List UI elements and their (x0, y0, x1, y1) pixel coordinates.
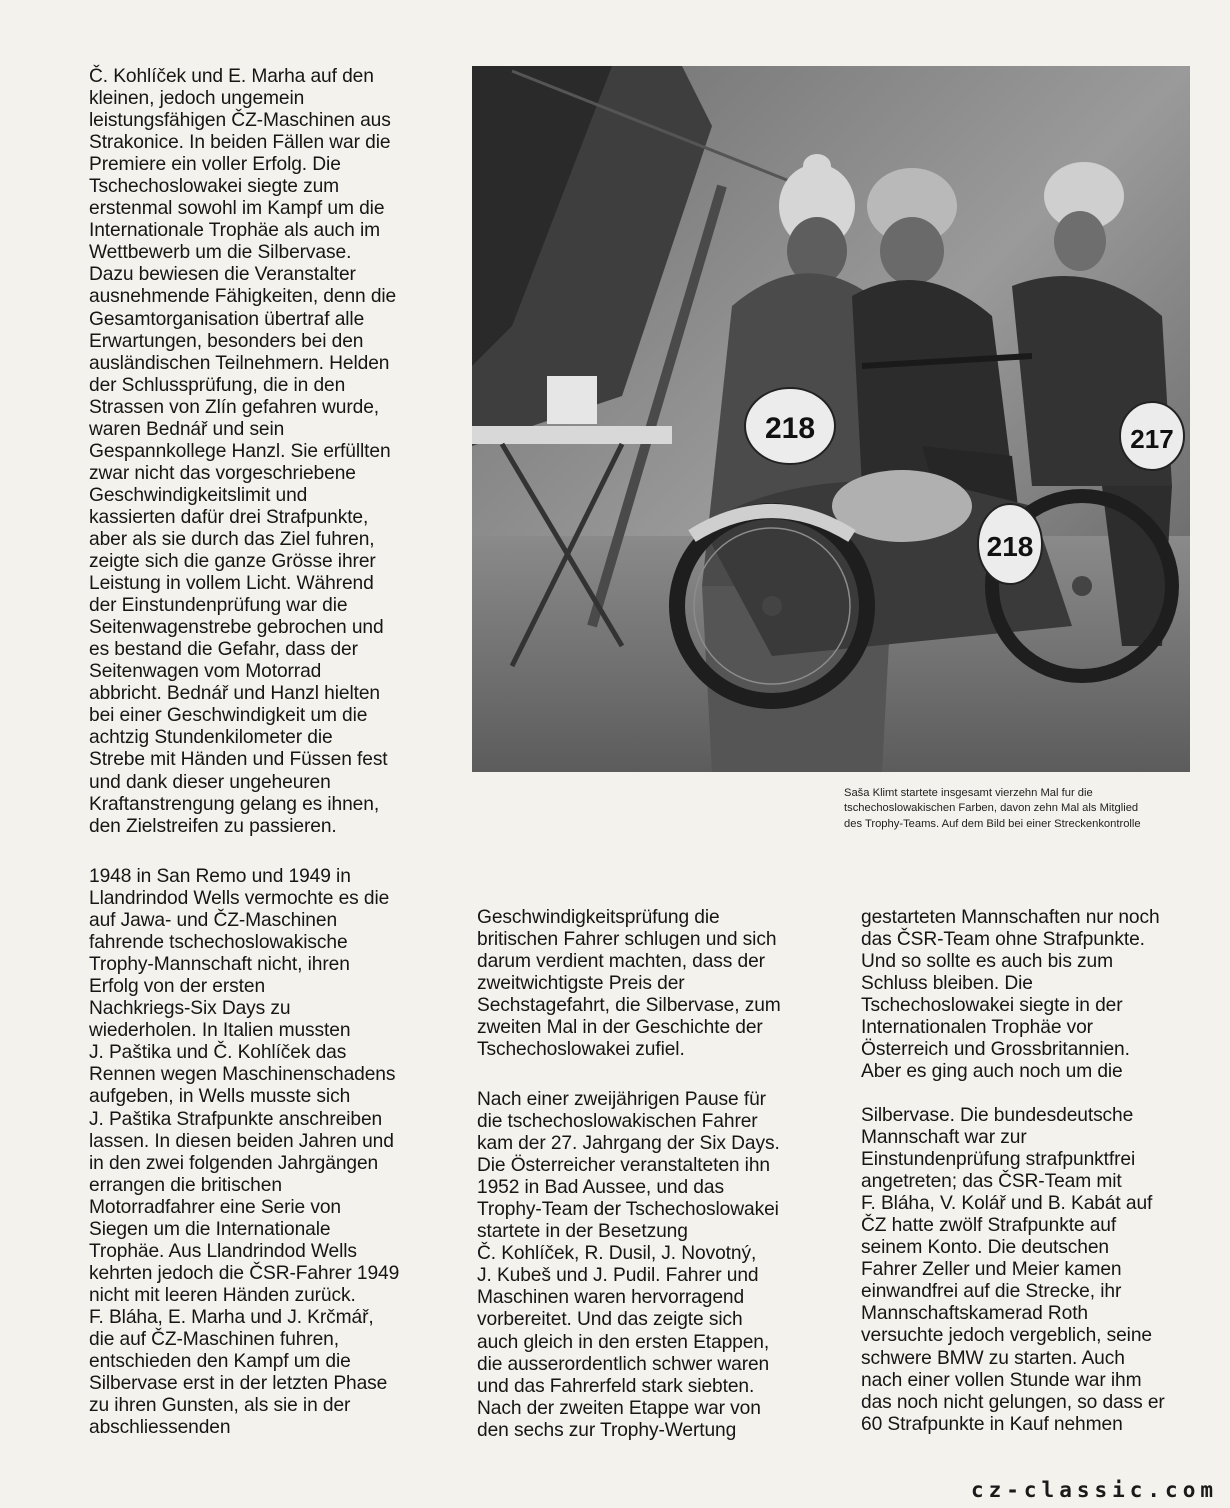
text-line: Internationalen Trophäe vor (861, 1017, 1093, 1039)
text-line: J. Kubeš und J. Pudil. Fahrer und (477, 1265, 759, 1287)
text-line: nicht mit leeren Händen zurück. (89, 1284, 356, 1306)
article-photo (472, 66, 1190, 772)
text-line: abbricht. Bednář und Hanzl hielten (89, 683, 380, 705)
text-line: britischen Fahrer schlugen und sich (477, 929, 777, 951)
text-line: Die Österreicher veranstalteten ihn (477, 1155, 770, 1177)
text-line: Geschwindigkeitsprüfung die (477, 907, 720, 928)
text-line: erstenmal sowohl im Kampf um die (89, 198, 385, 220)
text-line: Maschinen waren hervorragend (477, 1287, 745, 1309)
text-line: die auf ČZ-Maschinen fuhren, (89, 1328, 339, 1350)
text-line: seinem Konto. Die deutschen (861, 1237, 1109, 1259)
text-line: es bestand die Gefahr, dass der (89, 639, 358, 661)
text-line: die tschechoslowakischen Fahrer (477, 1111, 758, 1133)
text-line: startete in der Besetzung (477, 1221, 688, 1243)
text-line: vorbereitet. Und das zeigte sich (477, 1309, 743, 1331)
site-watermark: cz-classic.com (970, 1478, 1218, 1502)
text-line: Gesamtorganisation übertraf alle (89, 308, 365, 330)
text-line: in den zwei folgenden Jahrgängen (89, 1152, 379, 1174)
text-line: Č. Kohlíček, R. Dusil, J. Novotný, (477, 1243, 757, 1265)
text-line: Österreich und Grossbritannien. (861, 1039, 1130, 1061)
text-line: J. Paštika Strafpunkte anschreiben (89, 1108, 383, 1130)
text-line: errangen die britischen (89, 1174, 282, 1196)
text-line: das ČSR-Team ohne Strafpunkte. (861, 929, 1145, 951)
text-line: Saša Klimt startete insgesamt vierzehn Mal fur die (844, 787, 1093, 799)
text-line: fahrende tschechoslowakische (89, 932, 348, 954)
text-line: achtzig Stundenkilometer die (89, 727, 333, 749)
text-line: Erwartungen, besonders bei den (89, 330, 364, 352)
text-line: 1952 in Bad Aussee, und das (477, 1177, 724, 1199)
text-line: aber als sie durch das Ziel fuhren, (89, 528, 375, 550)
article-column-top-left (89, 66, 396, 838)
text-line: und dank dieser ungeheuren (89, 771, 331, 793)
text-line: ausnehmende Fähigkeiten, denn die (89, 286, 397, 308)
text-line: abschliessenden (89, 1417, 231, 1439)
article-column-bottom-right-continued (861, 1105, 1165, 1436)
article-column-bottom-middle-continued (477, 1089, 780, 1442)
text-line: zu ihren Gunsten, als sie in der (89, 1395, 351, 1417)
text-line: Motorradfahrer eine Serie von (89, 1196, 341, 1218)
text-line: das noch nicht gelungen, so dass er (861, 1391, 1165, 1413)
text-line: nach einer vollen Stunde war ihm (861, 1369, 1142, 1391)
text-line: des Trophy-Teams. Auf dem Bild bei einer Streckenkontrolle (844, 817, 1141, 830)
text-line: Strassen von Zlín gefahren wurde, (89, 396, 380, 418)
article-column-bottom-left (89, 866, 399, 1439)
text-line: Gespannkollege Hanzl. Sie erfüllten (89, 440, 391, 462)
text-line: zweitwichtigste Preis der (477, 973, 685, 995)
text-line: Seitenwagen vom Motorrad (89, 661, 322, 683)
text-line: einwandfrei auf die Strecke, ihr (861, 1281, 1122, 1303)
text-line: und das Fahrerfeld stark siebten. (477, 1375, 755, 1397)
text-line: Kraftanstrengung gelang es ihnen, (89, 793, 380, 815)
text-line: Nach der zweiten Etappe war von (477, 1397, 761, 1419)
text-line: der Schlussprüfung, die in den (89, 374, 346, 396)
text-line: leistungsfähigen ČZ-Maschinen aus (89, 110, 391, 132)
text-line: zeigte sich die ganze Grösse ihrer (89, 551, 376, 573)
text-line: bei einer Geschwindigkeit um die (89, 705, 368, 727)
text-line: Llandrindod Wells vermochte es die (89, 888, 390, 910)
text-line: Mannschaft war zur (861, 1127, 1027, 1149)
text-line: Strakonice. In beiden Fällen war die (89, 132, 391, 154)
text-line: Siegen um die Internationale (89, 1218, 331, 1240)
text-line: Leistung in vollem Licht. Während (89, 573, 374, 595)
text-line: den sechs zur Trophy-Wertung (477, 1419, 737, 1441)
text-line: kehrten jedoch die ČSR-Fahrer 1949 (89, 1262, 400, 1284)
text-line: Einstundenprüfung strafpunktfrei (861, 1149, 1136, 1171)
text-line: Mannschaftskamerad Roth (861, 1303, 1088, 1325)
text-line: Und so sollte es auch bis zum (861, 951, 1113, 973)
text-line: 1948 in San Remo und 1949 in (89, 866, 351, 887)
text-line: zweiten Mal in der Geschichte der (477, 1017, 763, 1039)
text-line: zwar nicht das vorgeschriebene (89, 462, 356, 484)
text-line: Nachkriegs-Six Days zu (89, 998, 291, 1020)
text-line: ausländischen Teilnehmern. Helden (89, 352, 390, 374)
plate-side-number: 218 (986, 531, 1034, 562)
article-column-bottom-middle (477, 907, 781, 1061)
text-line: aufgeben, in Wells musste sich (89, 1086, 351, 1108)
text-line: Internationale Trophäe als auch im (89, 220, 380, 242)
text-line: Trophy-Team der Tschechoslowakei (477, 1199, 779, 1221)
text-line: Silbervase erst in der letzten Phase (89, 1373, 388, 1395)
text-line: Č. Kohlíček und E. Marha auf den (89, 66, 374, 87)
text-line: kleinen, jedoch ungemein (89, 88, 305, 110)
text-line: Trophy-Mannschaft nicht, ihren (89, 954, 350, 976)
text-line: Aber es ging auch noch um die (861, 1061, 1123, 1083)
text-line: lassen. In diesen beiden Jahren und (89, 1130, 394, 1152)
text-line: Tschechoslowakei zufiel. (477, 1039, 685, 1061)
text-line: J. Paštika und Č. Kohlíček das (89, 1042, 347, 1064)
text-line: Nach einer zweijährigen Pause für (477, 1089, 766, 1110)
text-line: Fahrer Zeller und Meier kamen (861, 1259, 1122, 1281)
text-line: Silbervase. Die bundesdeutsche (861, 1105, 1134, 1126)
text-line: Seitenwagenstrebe gebrochen und (89, 617, 384, 639)
text-line: tschechoslowakischen Farben, davon zehn Mal als Mitglied (844, 802, 1139, 815)
text-line: Tschechoslowakei siegte in der (861, 995, 1123, 1017)
text-line: darum verdient machten, dass der (477, 951, 765, 973)
text-line: die ausserordentlich schwer waren (477, 1353, 770, 1375)
text-line: versuchte jedoch vergeblich, seine (861, 1325, 1152, 1347)
text-line: Schluss bleiben. Die (861, 973, 1033, 995)
text-line: auch gleich in den ersten Etappen, (477, 1331, 770, 1353)
photo-caption (844, 786, 1141, 832)
text-line: waren Bednář und sein (89, 418, 285, 440)
text-line: F. Bláha, E. Marha und J. Krčmář, (89, 1306, 374, 1328)
text-line: Premiere ein voller Erfolg. Die (89, 154, 341, 176)
article-column-bottom-right (861, 907, 1160, 1083)
text-line: der Einstundenprüfung war die (89, 595, 348, 617)
text-line: gestarteten Mannschaften nur noch (861, 907, 1160, 928)
text-line: ČZ hatte zwölf Strafpunkte auf (861, 1215, 1117, 1237)
text-line: kam der 27. Jahrgang der Six Days. (477, 1133, 780, 1155)
text-line: Erfolg von der ersten (89, 976, 266, 998)
text-line: schwere BMW zu starten. Auch (861, 1347, 1125, 1369)
text-line: den Zielstreifen zu passieren. (89, 815, 337, 837)
text-line: entschieden den Kampf um die (89, 1351, 351, 1373)
text-line: kassierten dafür drei Strafpunkte, (89, 506, 369, 528)
text-line: wiederholen. In Italien mussten (89, 1020, 351, 1042)
text-line: 60 Strafpunkte in Kauf nehmen (861, 1413, 1123, 1435)
text-line: angetreten; das ČSR-Team mit (861, 1171, 1122, 1193)
motorcycle-checkpoint-photo (472, 66, 1190, 772)
text-line: Tschechoslowakei siegte zum (89, 176, 340, 198)
text-line: F. Bláha, V. Kolář und B. Kabát auf (861, 1193, 1153, 1215)
text-line: Wettbewerb um die Silbervase. (89, 242, 352, 264)
plate-front-number: 218 (764, 412, 816, 445)
plate-right-number: 217 (1130, 424, 1174, 454)
text-line: auf Jawa- und ČZ-Maschinen (89, 910, 338, 932)
text-line: Dazu bewiesen die Veranstalter (89, 264, 356, 286)
text-line: Trophäe. Aus Llandrindod Wells (89, 1240, 357, 1262)
text-line: Sechstagefahrt, die Silbervase, zum (477, 995, 781, 1017)
text-line: Strebe mit Händen und Füssen fest (89, 749, 388, 771)
text-line: Rennen wegen Maschinenschadens (89, 1064, 396, 1086)
text-line: Geschwindigkeitslimit und (89, 484, 308, 506)
